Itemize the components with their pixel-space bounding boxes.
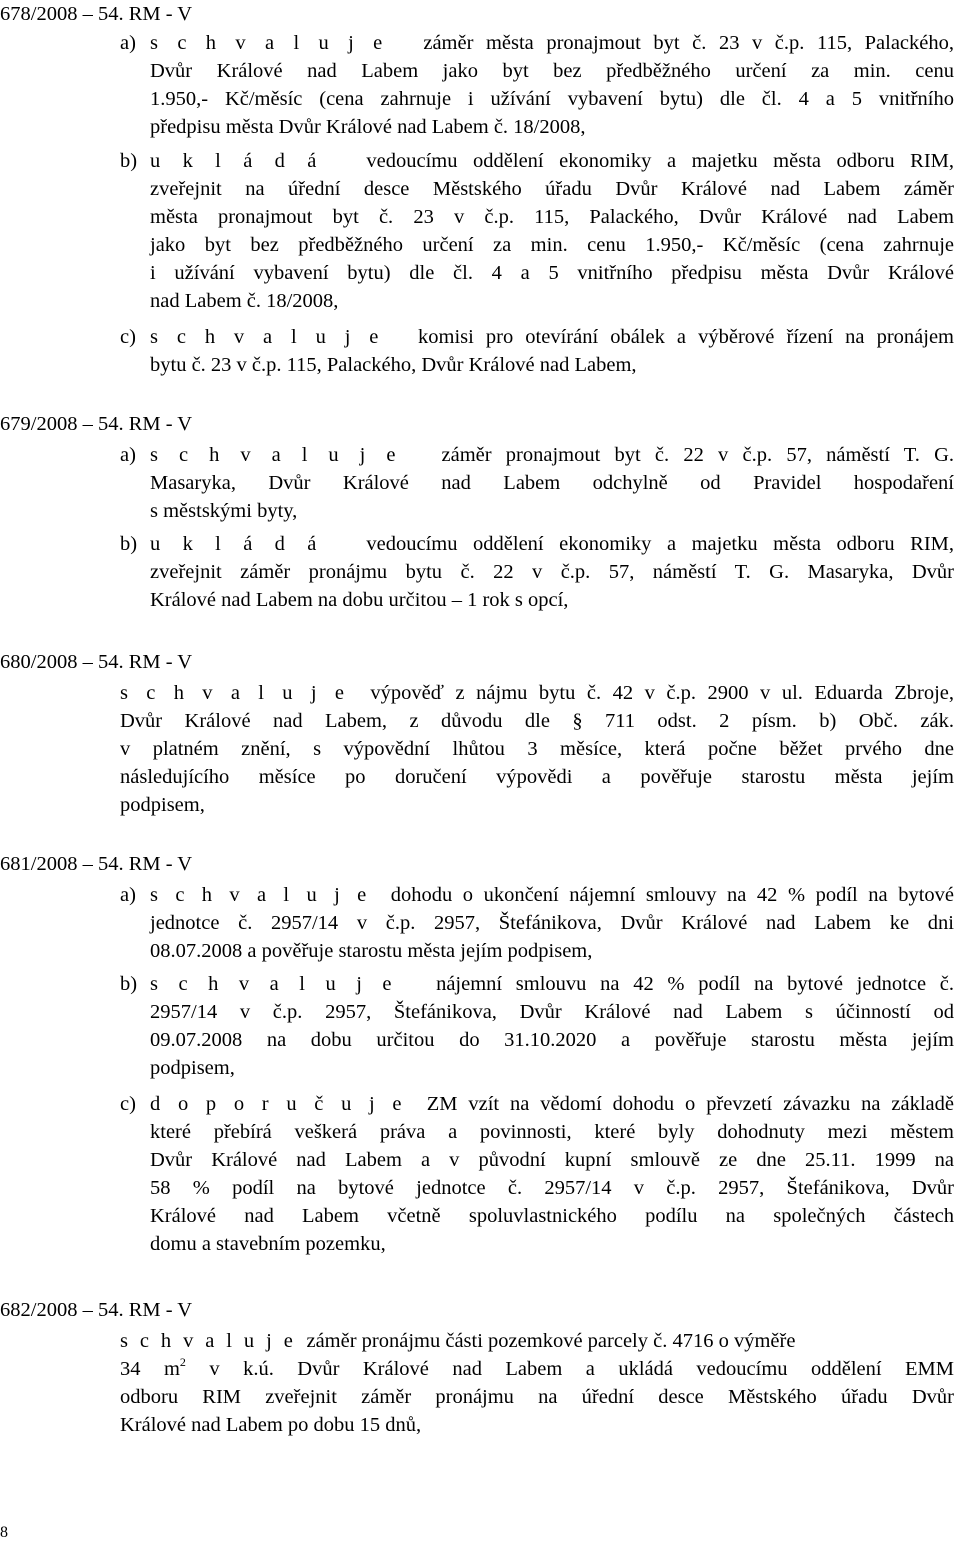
item-text-line: ZM vzít na vědomí dohodu o převzetí závazku na základě	[426, 1093, 955, 1115]
item-text-line: Dvůr Králové nad Labem, z důvodu dle § 711 odst. 2 písm. b) Obč. zák.	[120, 710, 954, 732]
item-text-line: Králové nad Labem na dobu určitou – 1 rok s opcí,	[150, 589, 569, 611]
item-text-line: záměr pronajmout byt č. 22 v č.p. 57, náměstí T. G.	[441, 444, 955, 466]
resolution-header: 679/2008 – 54. RM - V	[0, 413, 193, 435]
resolution-item-a	[120, 29, 954, 141]
item-text-line: komisi pro otevírání obálek a výběrové řízení na pronájem	[418, 326, 955, 348]
resolution-item	[120, 1327, 954, 1439]
item-text-line: podpisem,	[150, 1057, 235, 1079]
item-text-line: zveřejnit na úřední desce Městského úřadu Dvůr Králové nad Labem záměr	[150, 178, 954, 200]
item-text-line: 08.07.2008 a pověřuje starostu města jejím podpisem,	[150, 940, 593, 962]
item-text-line: předpisu města Dvůr Králové nad Labem č. 18/2008,	[150, 116, 586, 138]
item-label: a)	[120, 32, 136, 54]
page-number: 8	[0, 1524, 8, 1541]
item-text-line: vedoucímu oddělení ekonomiky a majetku města odboru RIM,	[366, 533, 955, 555]
item-label: b)	[120, 973, 138, 995]
item-text-line: dohodu o ukončení nájemní smlouvy na 42 % podíl na bytové	[390, 884, 954, 906]
keyword: d o p o r u č u j e	[150, 1093, 405, 1115]
resolution-header: 682/2008 – 54. RM - V	[0, 1299, 193, 1321]
item-text-line: jako byt bez předběžného určení za min. cenu 1.950,- Kč/měsíc (cena zahrnuje	[150, 234, 954, 256]
resolution-item	[120, 679, 954, 819]
item-text-line: které přebírá veškerá práva a povinnosti, které byly dohodnuty mezi městem	[150, 1121, 954, 1143]
item-text-line: odboru RIM zveřejnit záměr pronájmu na úřední desce Městského úřadu Dvůr	[120, 1386, 954, 1408]
item-text-line: 1.950,- Kč/měsíc (cena zahrnuje i užívání vybavení bytu) dle čl. 4 a 5 vnitřního	[150, 88, 954, 110]
item-text-line: i užívání vybavení bytu) dle čl. 4 a 5 vnitřního předpisu města Dvůr Králové	[150, 262, 954, 284]
item-text-line: Králové nad Labem po dobu 15 dnů,	[120, 1414, 422, 1436]
item-label: b)	[120, 533, 138, 555]
resolution-item-c	[120, 1090, 955, 1258]
keyword: s c h v a l u j e	[150, 32, 386, 54]
resolution-header: 678/2008 – 54. RM - V	[0, 3, 193, 25]
item-text-line: Dvůr Králové nad Labem a v původní kupní smlouvě ze dne 25.11. 1999 na	[150, 1149, 954, 1171]
resolution-item-b	[120, 147, 955, 315]
item-text-line: záměr pronájmu části pozemkové parcely č. 4716 o výměře	[306, 1330, 796, 1352]
keyword: s c h v a l u j e	[150, 326, 382, 348]
resolution-item-a	[120, 881, 954, 965]
item-text-line: nájemní smlouvu na 42 % podíl na bytové jednotce č.	[436, 973, 954, 995]
item-text-line: s městskými byty,	[150, 500, 298, 522]
item-text-line: zveřejnit záměr pronájmu bytu č. 22 v č.p. 57, náměstí T. G. Masaryka, Dvůr	[150, 561, 954, 583]
item-text-line: 58 % podíl na bytové jednotce č. 2957/14 v č.p. 2957, Štefánikova, Dvůr	[150, 1177, 954, 1199]
item-text-line: domu a stavebním pozemku,	[150, 1233, 386, 1255]
resolution-item-b	[120, 530, 955, 614]
item-label: a)	[120, 444, 136, 466]
item-label: c)	[120, 326, 136, 348]
item-text-line: podpisem,	[120, 794, 205, 816]
item-text-line: 09.07.2008 na dobu určitou do 31.10.2020 a pověřuje starostu města jejím	[150, 1029, 954, 1051]
resolution-header: 681/2008 – 54. RM - V	[0, 853, 193, 875]
item-text-line: města pronajmout byt č. 23 v č.p. 115, Palackého, Dvůr Králové nad Labem	[150, 206, 954, 228]
resolution-item-b	[120, 970, 954, 1082]
keyword: s c h v a l u j e	[120, 1330, 297, 1352]
item-label: b)	[120, 150, 138, 172]
keyword: u k l á d á	[150, 533, 320, 555]
item-label: a)	[120, 884, 136, 906]
keyword: s c h v a l u j e	[150, 884, 370, 906]
keyword: s c h v a l u j e	[150, 444, 399, 466]
item-text-line: vedoucímu oddělení ekonomiky a majetku města odboru RIM,	[366, 150, 955, 172]
item-text-line: bytu č. 23 v č.p. 115, Palackého, Dvůr Králové nad Labem,	[150, 354, 637, 376]
item-text-line: jednotce č. 2957/14 v č.p. 2957, Štefánikova, Dvůr Králové nad Labem ke dni	[150, 912, 954, 934]
keyword: s c h v a l u j e	[120, 682, 348, 704]
item-text-line: Dvůr Králové nad Labem jako byt bez předběžného určení za min. cenu	[150, 60, 954, 82]
item-text-line: Masaryka, Dvůr Králové nad Labem odchylně od Pravidel hospodaření	[150, 472, 954, 494]
item-label: c)	[120, 1093, 136, 1115]
resolution-header: 680/2008 – 54. RM - V	[0, 651, 193, 673]
item-text-line: Králové nad Labem včetně spoluvlastnického podílu na společných částech	[150, 1205, 954, 1227]
item-text-line: v platném znění, s výpovědní lhůtou 3 měsíce, která počne běžet prvého dne	[120, 738, 954, 760]
item-text-line: v k.ú. Dvůr Králové nad Labem a ukládá vedoucímu oddělení EMM	[209, 1358, 954, 1380]
item-text-line: výpověď z nájmu bytu č. 42 v č.p. 2900 v ul. Eduarda Zbroje,	[370, 682, 954, 704]
resolution-item-a	[120, 441, 955, 525]
item-text-line: následujícího měsíce po doručení výpovědi a pověřuje starostu města jejím	[120, 766, 954, 788]
item-text-line: 34 m	[120, 1358, 180, 1380]
superscript: 2	[179, 1355, 186, 1369]
resolution-item-c	[120, 323, 955, 379]
item-text-line: nad Labem č. 18/2008,	[150, 290, 339, 312]
keyword: u k l á d á	[150, 150, 320, 172]
item-text-line: 2957/14 v č.p. 2957, Štefánikova, Dvůr Králové nad Labem s účinností od	[150, 1001, 954, 1023]
keyword: s c h v a l u j e	[150, 973, 395, 995]
item-text-line: záměr města pronajmout byt č. 23 v č.p. 115, Palackého,	[423, 32, 954, 54]
